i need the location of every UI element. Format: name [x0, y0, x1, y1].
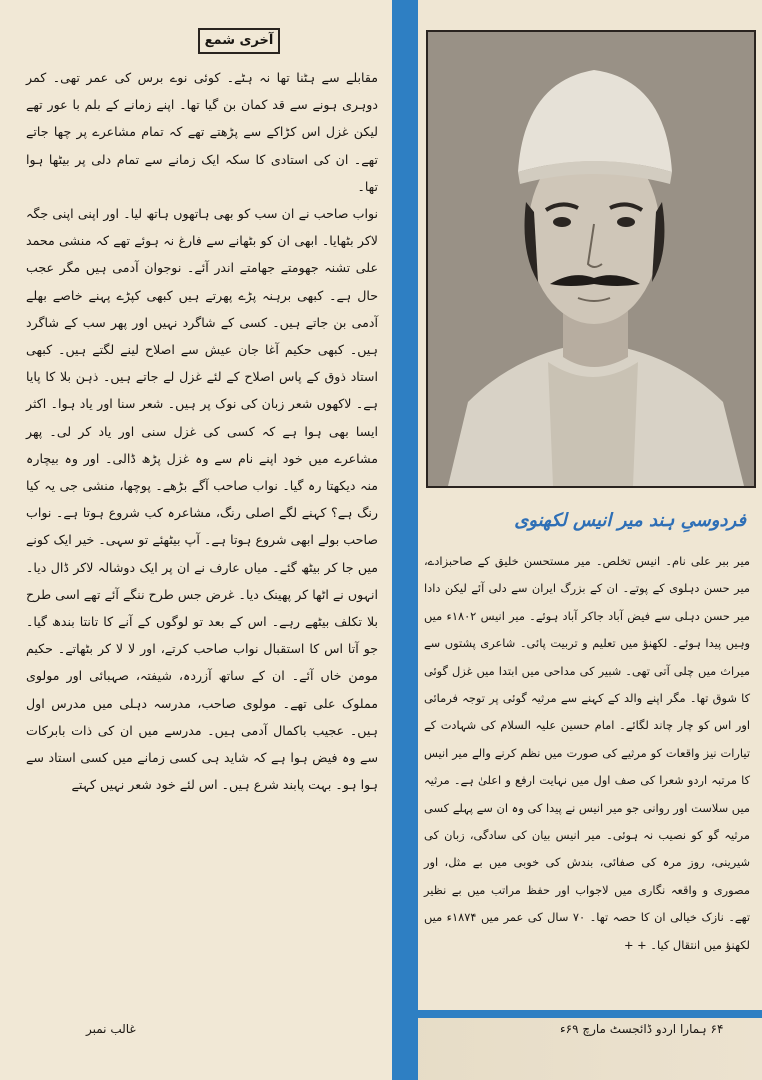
portrait-photo — [426, 30, 756, 488]
section-title-box: آخری شمع — [198, 28, 280, 54]
left-paragraph-1: مقابلے سے ہٹنا تھا نہ ہٹے۔ کوئی نوے برس کی عمر تھی۔ کمر دوہری ہونے سے قد کمان بن گیا تھا۔ اپنے زمانے کے بلم با عور تھے لیکن غزل اس کڑاکے سے پڑھتے تھے کہ تمام مشاعرے پر چھا جاتے تھے۔ ان کی استادی کا سکہ ایک زمانے سے تمام دلی پر بیٹھا ہوا تھا۔ — [26, 70, 378, 194]
blue-divider — [392, 0, 418, 1080]
portrait-illustration — [428, 32, 754, 486]
left-article-text — [26, 64, 378, 798]
left-footer: غالب نمبر — [86, 1022, 136, 1036]
article-heading: فردوسیِ ہند میر انیس لکھنوی — [514, 510, 746, 531]
right-footer: ۶۴ ہمارا اردو ڈائجسٹ مارچ ۶۹ء — [560, 1022, 724, 1036]
right-paragraph-1: میر ببر علی نام۔ انیس تخلص۔ میر مستحسن خلیق کے صاحبزادے، میر حسن دہلوی کے پوتے۔ ان کے بزرگ ایران سے دلی آئے لیکن دادا میر حسن دہلی سے فیض آباد جاکر آباد ہوئے۔ میر انیس ۱۸۰۲ء میں وہیں پیدا ہوئے۔ لکھنؤ میں تعلیم و تربیت پائی۔ شاعری پشتوں سے میراث میں چلی آتی تھی۔ شبیر کی مداحی میں ابتدا میں غزل گوئی کا شوق تھا۔ مگر اپنے والد کے کہنے سے مرثیہ گوئی پر توجہ فرمائی اور اس کو چار چاند لگائے۔ امام حسین علیہ السلام کی شہادت کے تیارات نیز واقعات کو مرثیے کی صورت میں نظم کرنے والے میر انیس کا مرتبہ اردو شعرا کی صف اول میں نہایت ارفع و اعلیٰ ہے۔ مرثیہ میں سلاست اور روانی جو میر انیس نے پیدا کی وہ ان سے پہلے کسی مرثیہ گو کو نصیب نہ ہوئی۔ میر انیس بیان کی سادگی، زبان کی شیرینی، روز مرہ کی صفائی، بندش کی خوبی میں بے مثل، اور مصوری و واقعہ نگاری میں لاجواب اور حفظ مراتب میں بے نظیر تھے۔ نازک خیالی ان کا حصہ تھا۔ ۷۰ سال کی عمر میں ۱۸۷۴ء میں لکھنؤ میں انتقال کیا۔ + + — [424, 554, 751, 952]
blue-bottom-border — [392, 1010, 762, 1018]
right-article-text — [424, 548, 750, 959]
left-paragraph-2: نواب صاحب نے ان سب کو بھی ہاتھوں ہاتھ لیا۔ اور اپنی اپنی جگہ لاکر بٹھایا۔ ابھی ان کو بٹھانے سے فارغ نہ ہوئے تھے کہ منشی محمد علی تشنہ جھومتے جھامتے اندر آئے۔ نوجوان آدمی ہیں مگر عجب حال ہے۔ کبھی برہنہ پڑے پھرتے ہیں کبھی کپڑے پہنے خاصے بھلے آدمی بن جاتے ہیں۔ کسی کے شاگرد نہیں اور پھر سب کے شاگرد ہیں۔ کبھی حکیم آغا جان عیش سے اصلاح لینے لگتے ہیں۔ کبھی استاد ذوق کے پاس اصلاح کے لئے غزل لے جاتے ہیں۔ ذہن بلا کا پایا ہے۔ لاکھوں شعر زبان کی نوک پر ہیں۔ شعر سنا اور یاد ہوا۔ اکثر ایسا بھی ہوا ہے کہ کسی کی غزل سنی اور یاد کر لی۔ پھر مشاعرے میں خود اپنے نام سے وہ غزل پڑھ ڈالی۔ اور وہ بیچارہ منہ دیکھتا رہ گیا۔ نواب صاحب آگے بڑھے۔ پوچھا، منشی جی یہ کیا رنگ ہے؟ کہنے لگے اصلی رنگ، مشاعرہ کب شروع ہوتا ہے۔ نواب صاحب بولے ابھی شروع ہوتا ہے۔ آپ بیٹھئے تو سہی۔ خیر ایک کونے میں جا کر بیٹھ گئے۔ میاں عارف نے ان پر ایک دوشالہ لاکر ڈال دیا۔ انہوں نے اٹھا کر پھینک دیا۔ غرض جس طرح ننگے آئے تھے اسی طرح بلا تکلف بیٹھے رہے۔ اس کے بعد تو لوگوں کے آنے کا تانتا بندھ گیا۔ جو آتا اس کا استقبال نواب صاحب کرتے، اور لا لا کر بٹھاتے۔ حکیم مومن خاں آئے۔ ان کے ساتھ آزردہ، شیفتہ، صہبائی اور مولوی مملوک علی تھے۔ مولوی صاحب، مدرسہ دہلی میں مدرس اول ہیں۔ عجیب باکمال آدمی ہیں۔ مدرسے میں ان کی ذات بابرکات سے وہ فیض ہوا ہے کہ شاید ہی کسی زمانے میں کسی استاد سے ہوا ہو۔ بہت پابند شرع ہیں۔ اس لئے خود شعر نہیں کہتے — [26, 206, 378, 793]
